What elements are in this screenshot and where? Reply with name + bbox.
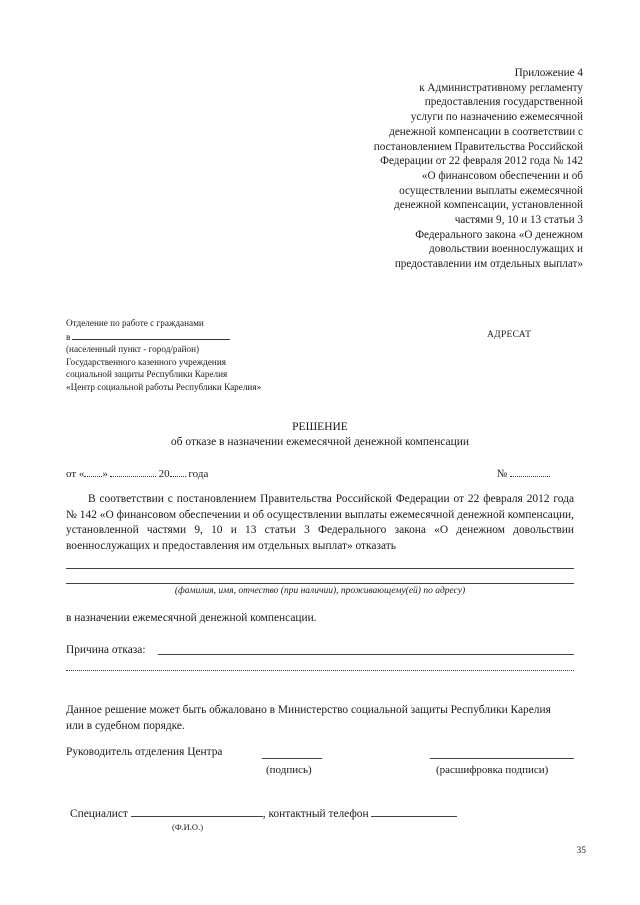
year-prefix: 20 [158, 468, 170, 480]
number-sign: № [496, 468, 508, 480]
appendix-line: Федерации от 22 февраля 2012 года № 142 [380, 155, 583, 168]
department-line: Отделение по работе с гражданами [66, 318, 204, 328]
signature-blank [262, 758, 322, 759]
phone-blank [371, 806, 457, 817]
appendix-line: «О финансовом обеспечении и об [421, 169, 583, 182]
department-block [66, 317, 306, 394]
appendix-line: к Административному регламенту [419, 81, 583, 94]
day-blank [84, 466, 102, 477]
decision-body: В соответствии с постановлением Правительства Российской Федерации от 22 февраля 2012 года № 142 «О финансовом обеспечении и об осуществлении выплаты ежемесячной денежной компенсации, установленной частями 9, 10 и 13 статьи 3 Федерального закона «О денежном довольствии военнослужащих и предоставления им отдельных выплат» отказать [66, 493, 574, 552]
department-line: Государственного казенного учреждения [66, 356, 226, 367]
decode-caption: (расшифровка подписи) [436, 764, 549, 776]
department-prefix: в [66, 331, 71, 342]
department-location-line [66, 330, 306, 344]
reason-line [66, 644, 574, 656]
appendix-note [343, 66, 583, 272]
specialist-name-blank [131, 806, 263, 817]
appendix-line: частями 9, 10 и 13 статьи 3 [454, 214, 583, 227]
specialist-fio-caption: (Ф.И.О.) [172, 822, 204, 832]
page-number: 35 [576, 846, 586, 856]
department-line: социальной защиты Республики Карелия [66, 369, 228, 380]
appendix-line: постановлением Правительства Российской [373, 140, 583, 153]
head-label: Руководитель отделения Центра [66, 746, 223, 758]
appendix-line: предоставления государственной [424, 96, 583, 109]
title-main: РЕШЕНИЕ [292, 421, 348, 433]
date-close-quote: » [102, 468, 108, 480]
title-sub: об отказе в назначении ежемесячной денежной компенсации [170, 436, 470, 448]
year-blank [170, 466, 186, 477]
decode-blank [430, 758, 574, 759]
appendix-line: Приложение 4 [514, 67, 583, 79]
signature-caption: (подпись) [266, 764, 312, 776]
year-word: года [188, 468, 209, 480]
date-from: от « [66, 468, 85, 480]
number-blank [510, 466, 550, 477]
appendix-line: денежной компенсации в соответствии с [389, 125, 583, 138]
number-field [497, 466, 550, 480]
appendix-line: Федерального закона «О денежном [415, 228, 583, 241]
month-blank [110, 466, 156, 477]
fio-blank-line-1 [66, 568, 574, 569]
reason-label: Причина отказа: [66, 644, 146, 656]
assign-text: в назначении ежемесячной денежной компенсации. [66, 612, 317, 624]
location-blank [72, 330, 230, 340]
appendix-line: предоставлении им отдельных выплат» [394, 258, 583, 271]
addressee-label: АДРЕСАТ [487, 330, 532, 340]
date-line [66, 466, 574, 482]
reason-blank [158, 654, 574, 655]
reason-blank-line-2 [66, 670, 574, 671]
fio-blank-line-2 [66, 583, 574, 584]
appendix-line: довольствии военнослужащих и [429, 243, 583, 256]
specialist-label: Специалист [70, 808, 128, 820]
appendix-line: денежной компенсации, установленной [394, 199, 583, 212]
appeal-text: Данное решение может быть обжаловано в Министерство социальной защиты Республики Карелия или в судебном порядке. [66, 704, 551, 732]
appendix-line: услуги по назначению ежемесячной [410, 111, 583, 124]
appendix-line: осуществлении выплаты ежемесячной [399, 184, 583, 197]
department-line: (населенный пункт - город/район) [66, 344, 200, 355]
department-line: «Центр социальной работы Республики Карелия» [66, 381, 262, 392]
phone-label: , контактный телефон [262, 808, 369, 820]
specialist-line [70, 806, 457, 820]
decision-title [0, 420, 640, 450]
fio-hint: (фамилия, имя, отчество (при наличии), проживающему(ей) по адресу) [174, 586, 466, 596]
